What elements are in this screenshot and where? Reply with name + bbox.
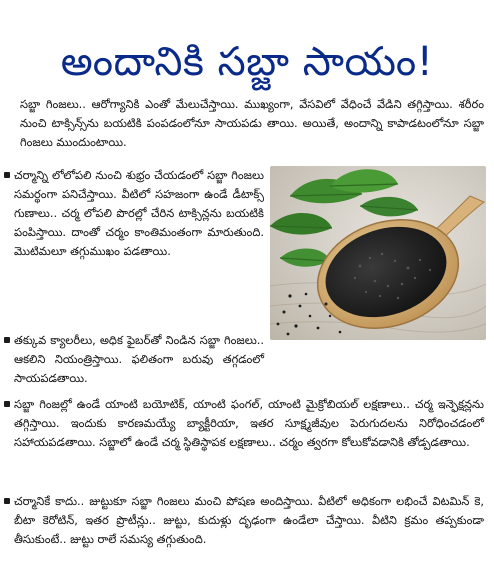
article-headline: అందానికి సబ్జా సాయం! (60, 38, 434, 85)
sabja-seeds-image (270, 166, 486, 340)
bullet-text: చర్మాన్ని లోలోపలి నుంచి శుభ్రం చేయడంలో సబ్జా గింజలు సమర్థంగా పనిచేస్తాయి. వీటిలో సహజంగా ఉండే డీటాక్స్‌ గుణాలు.. చర్మ లోపలి పొరల్లో చేరిన టాక్సిన్లను బయటికి పంపిస్తాయి. దాంతో చర్మం కాంతిమంతంగా మారుతుంది. మొటిమలూ తగ్గుముఖం పడతాయి. (14, 168, 264, 258)
bullet-marker (4, 172, 10, 178)
bullet-item (14, 492, 484, 549)
bullet-marker (4, 401, 10, 407)
sabja-seeds-spoon-image (270, 166, 486, 340)
article-intro: సబ్జా గింజలు.. ఆరోగ్యానికి ఎంతో మేలుచేస్తాయి. ముఖ్యంగా, వేసవిలో వేధించే వేడిని తగ్గిస్తాయి. శరీరం నుంచి టాక్సిన్స్‌ను బయటికి పంపడంలోనూ సాయపడు తాయి. అయితే, అందాన్ని కాపాడటంలోనూ సబ్జా గింజలు ముందుంటాయి. (20, 97, 484, 150)
bullet-text: సబ్జా గింజల్లో ఉండే యాంటి బయోటిక్, యాంటి ఫంగల్, యాంటి మైక్రోబియల్ లక్షణాలు.. చర్మ ఇన్ఫెక్షన్లను తగ్గిస్తాయి. ఇందుకు కారణమయ్యే బ్యాక్టీరియా, ఇతర సూక్ష్మజీవుల పెరుగుదలను నిరోధించడంలో సహాయపడతాయి. సబ్జాలో ఉండే చర్మ స్థితిస్థాపక లక్షణాలు.. చర్మం త్వరగా కోలుకోవడానికి తోడ్పడతాయి. (14, 397, 484, 449)
bullet-marker (4, 498, 10, 504)
bullet-item (14, 395, 484, 452)
bullet-text: చర్మానికే కాదు.. జుట్టుకూ సబ్జా గింజలు మంచి పోషణ అందిస్తాయి. వీటిలో అధికంగా లభించే విటమిన్ కె, బీటా కెరోటిన్, ఇతర ప్రొటీన్లు.. జుట్టు, కుదుళ్లు దృఢంగా ఉండేలా చేస్తాయి. వీటిని క్రమం తప్పకుండా తీసుకుంటే.. జుట్టు రాలే సమస్య తగ్గుతుంది. (14, 494, 484, 546)
bullet-marker (4, 337, 10, 343)
bullet-item (14, 166, 264, 261)
bullet-item (14, 331, 264, 388)
bullet-text: తక్కువ క్యాలరీలు, అధిక ఫైబర్‌తో నిండిన సబ్జా గింజలు.. ఆకలిని నియంత్రిస్తాయి. ఫలితంగా బరువు తగ్గడంలో సాయపడతాయి. (14, 333, 264, 385)
